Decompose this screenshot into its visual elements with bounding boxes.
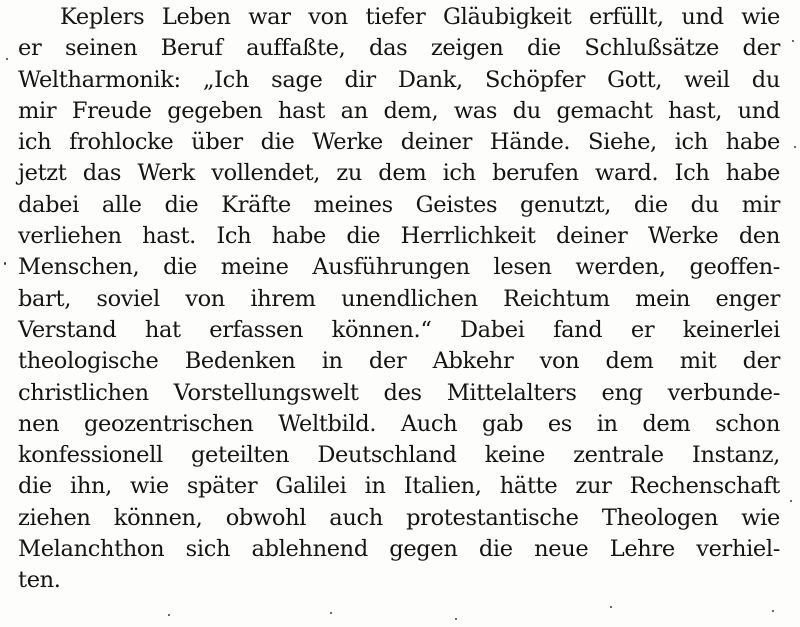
scan-speck bbox=[610, 606, 612, 608]
text-line: er seinen Beruf auffaßte, das zeigen die Schlußsätze der bbox=[18, 35, 780, 62]
text-line: Menschen, die meine Ausführungen lesen werden, geoffen- bbox=[18, 254, 780, 281]
scan-speck bbox=[330, 612, 332, 614]
text-line: Verstand hat erfassen können.“ Dabei fand er keinerlei bbox=[18, 316, 780, 343]
scan-speck bbox=[4, 262, 6, 265]
text-line: bart, soviel von ihrem unendlichen Reichtum mein enger bbox=[18, 285, 780, 312]
text-line: verliehen hast. Ich habe die Herrlichkeit deiner Werke den bbox=[18, 223, 780, 250]
text-line: die ihn, wie später Galilei in Italien, hätte zur Rechenschaft bbox=[18, 473, 780, 500]
text-line: Melanchthon sich ablehnend gegen die neue Lehre verhiel- bbox=[18, 536, 780, 563]
text-line: jetzt das Werk vollendet, zu dem ich berufen ward. Ich habe bbox=[18, 160, 780, 187]
text-line: theologische Bedenken in der Abkehr von dem mit der bbox=[18, 348, 780, 375]
text-line: ziehen können, obwohl auch protestantische Theologen wie bbox=[18, 504, 780, 531]
scan-speck bbox=[772, 610, 774, 612]
text-line: ten. bbox=[18, 567, 61, 594]
text-line: konfessionell geteilten Deutschland keine zentrale Instanz, bbox=[18, 442, 780, 469]
text-line: Keplers Leben war von tiefer Gläubigkeit erfüllt, und wie bbox=[60, 4, 780, 30]
scan-speck bbox=[794, 146, 796, 148]
scan-speck bbox=[455, 618, 457, 620]
text-line: mir Freude gegeben hast an dem, was du gemacht hast, und bbox=[18, 97, 780, 124]
scan-speck bbox=[790, 500, 792, 502]
paragraph bbox=[18, 2, 780, 597]
text-line: Weltharmonik: „Ich sage dir Dank, Schöpfer Gott, weil du bbox=[18, 66, 780, 93]
text-line: dabei alle die Kräfte meines Geistes genutzt, die du mir bbox=[18, 191, 780, 218]
text-line: nen geozentrischen Weltbild. Auch gab es in dem schon bbox=[18, 410, 780, 437]
scan-speck bbox=[168, 614, 170, 616]
scan-speck bbox=[6, 58, 8, 60]
scan-speck bbox=[792, 40, 794, 42]
text-line: christlichen Vorstellungswelt des Mittelalters eng verbunde- bbox=[18, 379, 780, 406]
text-line: ich frohlocke über die Werke deiner Hände. Siehe, ich habe bbox=[18, 129, 780, 156]
